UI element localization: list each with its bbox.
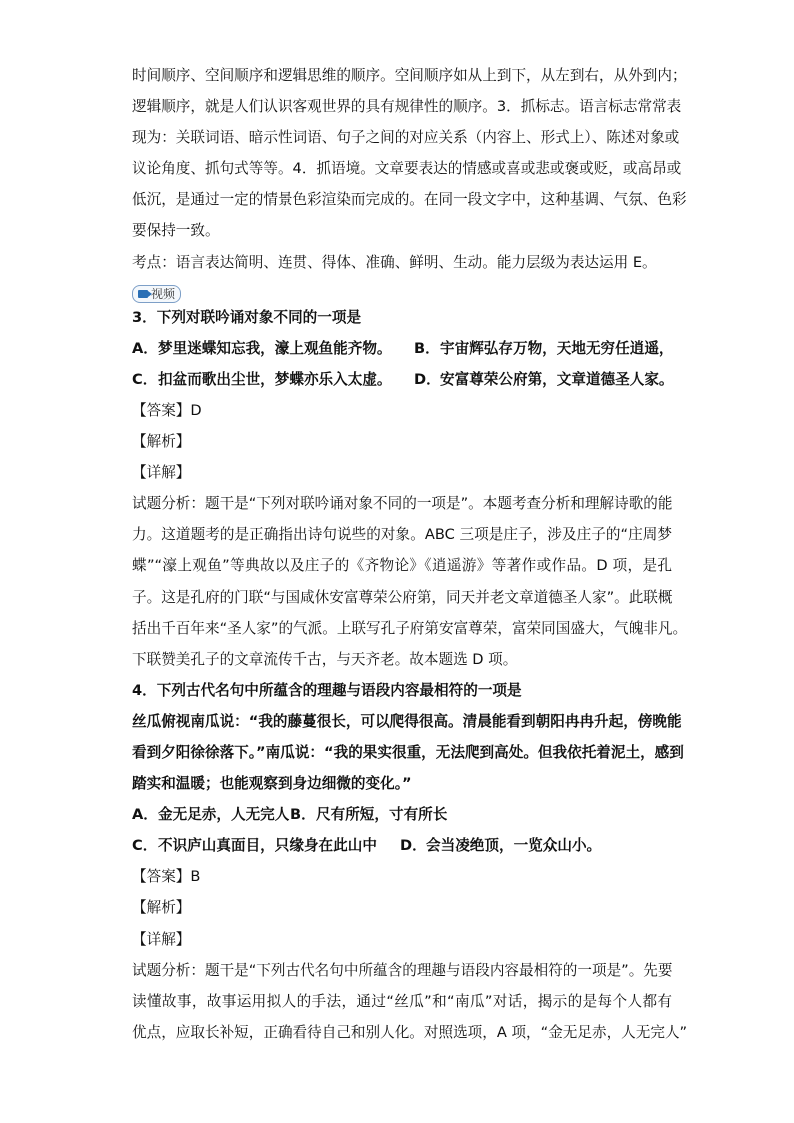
analysis-label: 【解析】 — [132, 899, 191, 917]
question-3-stem: 3．下列对联吟诵对象不同的一项是 — [132, 308, 362, 326]
answer-label: 【答案】D — [132, 401, 202, 419]
explanation-line: 下联赞美孔子的文章流传千古，与天齐老。故本题选 D 项。 — [132, 650, 518, 668]
analysis-label: 【解析】 — [132, 433, 191, 451]
video-label: 视频 — [151, 286, 176, 301]
option-a: A．金无足赤，人无完人 — [132, 806, 290, 824]
text-line: 考点：语言表达简明、连贯、得体、准确、鲜明、生动。能力层级为表达运用 E。 — [132, 253, 657, 271]
explanation-line: 括出千百年来“圣人家”的气派。上联写孔子府第安富尊荣，富荣同国盛大，气魄非凡。 — [132, 619, 688, 637]
text-line: 议论角度、抓句式等等。4．抓语境。文章要表达的情感或喜或悲或褒或贬，或高昂或 — [132, 160, 682, 178]
explanation-line: 优点，应取长补短，正确看待自己和别人化。对照选项，A 项，“金无足赤，人无完人” — [132, 1023, 688, 1041]
option-c: C．不识庐山真面目，只缘身在此山中 — [132, 837, 377, 855]
explanation-line: 试题分析：题干是“下列古代名句中所蕴含的理趣与语段内容最相符的一项是”。先要 — [132, 961, 673, 979]
detail-label: 【详解】 — [132, 464, 191, 482]
video-link[interactable] — [132, 285, 181, 303]
option-b: B．尺有所短，寸有所长 — [290, 806, 448, 824]
question-3-options-row-1 — [132, 333, 672, 364]
option-a: A．梦里迷蝶知忘我，濠上观鱼能齐物。 — [132, 339, 392, 357]
option-d: D．会当凌绝顶，一览众山小。 — [400, 837, 602, 855]
text-line: 要保持一致。 — [132, 222, 220, 240]
document-page — [132, 60, 688, 1048]
text-line: 现为：关联词语、暗示性词语、句子之间的对应关系（内容上、形式上）、陈述对象或 — [132, 129, 680, 147]
text-line: 低沉，是通过一定的情景色彩渲染而完成的。在同一段文字中，这种基调、气氛、色彩 — [132, 191, 687, 209]
option-c: C．扣盆而歌出尘世，梦蝶亦乐入太虚。 — [132, 370, 392, 388]
video-camera-icon — [138, 290, 148, 298]
question-4-options-row-1 — [132, 799, 672, 830]
explanation-line: 子。这是孔府的门联“与国咸休安富尊荣公府第，同天并老文章道德圣人家”。此联概 — [132, 588, 673, 606]
detail-label: 【详解】 — [132, 930, 191, 948]
explanation-line: 力。这道题考的是正确指出诗句说些的对象。ABC 三项是庄子，涉及庄子的“庄周梦 — [132, 526, 672, 544]
explanation-line: 试题分析：题干是“下列对联吟诵对象不同的一项是”。本题考查分析和理解诗歌的能 — [132, 495, 673, 513]
question-4-options-row-2 — [132, 830, 672, 861]
explanation-line: 蝶”“濠上观鱼”等典故以及庄子的《齐物论》《逍遥游》等著作或作品。D 项，是孔 — [132, 557, 672, 575]
text-line: 时间顺序、空间顺序和逻辑思维的顺序。空间顺序如从上到下，从左到右，从外到内； — [132, 67, 687, 84]
question-4-stem: 4．下列古代名句中所蕴含的理趣与语段内容最相符的一项是 — [132, 681, 522, 699]
answer-label: 【答案】B — [132, 868, 201, 886]
option-d: D．安富尊荣公府第，文章道德圣人家。 — [414, 370, 674, 388]
passage-line: 看到夕阳徐徐落下。”南瓜说：“我的果实很重，无法爬到高处。但我依托着泥土，感到 — [132, 743, 684, 761]
video-row — [132, 278, 672, 302]
option-b: B．宇宙辉弘存万物，天地无穷任逍遥， — [414, 339, 674, 357]
explanation-line: 读懂故事，故事运用拟人的手法，通过“丝瓜”和“南瓜”对话，揭示的是每个人都有 — [132, 992, 672, 1010]
passage-line: 踏实和温暖；也能观察到身边细微的变化。” — [132, 775, 412, 793]
text-line: 逻辑顺序，就是人们认识客观世界的具有规律性的顺序。3．抓标志。语言标志常常表 — [132, 98, 682, 116]
question-3-options-row-2 — [132, 364, 672, 395]
passage-line: 丝瓜俯视南瓜说：“我的藤蔓很长，可以爬得很高。清晨能看到朝阳冉冉升起，傍晚能 — [132, 712, 682, 730]
